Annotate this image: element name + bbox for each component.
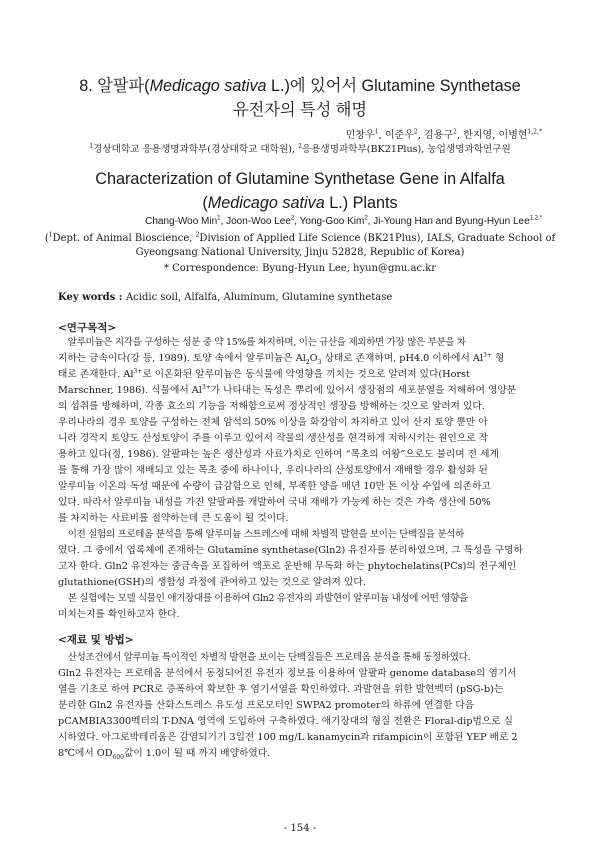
section-heading-purpose: <연구목적> xyxy=(58,322,117,334)
section-heading-methods: <재료 및 방법> xyxy=(58,634,134,646)
page-number: - 154 - xyxy=(283,823,317,834)
affiliation-korean: $^1$경상대학교 응용생명과학부(경상대학교 대학원), $^2$응용생명과학부(BK21Plus), 농업생명과학연구원 xyxy=(89,142,511,155)
keywords xyxy=(58,292,392,303)
species-name-italic: Medicago sativa xyxy=(149,77,267,95)
affiliation-english-line2: Gyeongsang National University, Jinju 52828, Republic of Korea) xyxy=(135,247,465,258)
correspondence: * Correspondence: Byung-Hyun Lee, hyun@gnu.ac.kr xyxy=(163,263,437,274)
keywords-label: Key words : xyxy=(58,292,126,303)
authors-english: Chang-Woo Min$^1$, Joon-Woo Lee$^2$, Yong-Goo Kim$^2$, Ji-Young Han and Byung-Hyun Lee$^{1,2,*}$ xyxy=(145,215,542,227)
authors-korean: 민창우$^1$, 이준우$^2$, 김용구$^2$, 한지영, 이병현$^{1,2,*}$ xyxy=(345,128,542,141)
methods-paragraphs: 산성조건에서 알루미늄 특이적인 차별적 발현을 보이는 단백질들은 프로테옴 분석을 통해 동정하였다. Gln2 유전자는 프로테옴 분석에서 동정되어진 유전자 정보를 이용하여 알팔파 genome database의 염기서 열을 기초로 하여 PCR로 증폭하여 확보한 후 염기서열을 확인하였다. 과발현을 위한 발현벡터 (pSG-b)는 분리한 Gln2 유전자를 산화스트레스 유도성 프로모터인 SWPA2 promoter의 하류에 연결한 다음 pCAMBIA3300벡터의 T-DNA 영역에 도입하여 구축하였다. 애기장대의 형질 전환은 Floral-dip법으로 실 시하였다. 아그로박테리움은 감염되기기 3일전 100 mg/L kanamycin과 rifampicin이 포함된 YEP 배로 2 8℃에서 $OD_{600}$값이 1.0이 될 때 까지 배양하였다. xyxy=(58,652,518,761)
affiliation-english-line1: ($^1$Dept. of Animal Bioscience, $^2$Division of Applied Life Science (BK21Plus), IALS, Graduate School of xyxy=(44,231,556,244)
title-english-line1: Characterization of Glutamine Synthetase Gene in Alfalfa xyxy=(95,170,505,188)
purpose-paragraphs: 알루미늄은 지각을 구성하는 성분 중 약 15%를 차지하며, 이는 규산을 제외하면 가장 많은 부분을 차 지하는 금속이다(강 등, 1989). 토양 속에서 알루미늄은 $Al_2O_3$ 상태로 존재하며, pH4.0 이하에서 $Al^{3+}$ 형 태로 존재한다. $Al^{3+}$로 이온화된 알루미늄은 동식물에 악영향을 끼치는 것으로 알려져 있다(Horst Marschner, 1986). 식물에서 $Al^{3+}$가 나타내는 독성은 뿌리에 있어서 생장점의 세포분열을 저해하여 영양분 의 섭취를 방해하며, 각종 효소의 기능을 저해함으로써 정상적인 생장을 방해하는 것으로 알려져 있다. 우리나라의 경우 토양을 구성하는 전체 암석의 50% 이상을 화강암이 차지하고 있어 산지 토양 뿐만 아 니라 경작지 토양도 산성토양이 주를 이루고 있어서 작물의 생산성을 현격하게 저하시키는 원인으로 작 용하고 있다(정, 1986). 알팔파는 높은 생산성과 사료가치로 인하여 “목초의 여왕”으로도 불리며 전 세계 를 통해 가장 많이 재배되고 있는 목초 중에 하나이나, 우리나라의 산성토양에서 재배할 경우 활성화 된 알루미늄 이온의 독성 때문에 수량이 급감함으로 인해, 부족한 양을 매년 10만 톤 이상 수입에 의존하고 있다. 따라서 알루미늄 내성을 가진 알팔파를 개발하여 국내 재배가 가능케 하는 것은 가축 생산에 50% 를 차지하는 사료비를 절약하는데 큰 도움이 될 것이다. 이전 실험의 프로테옴 분석을 통해 알루미늄 스트레스에 대해 차별적 발현을 보이는 단백질을 분석하 였다. 그 중에서 엽록체에 존재하는 Glutamine synthetase(Gln2) 유전자를 분리하였으며, 그 특성을 구명하 고자 한다. Gln2 유전자는 중금속을 포집하여 액포로 운반해 무독화 하는 phytochelatins(PCs)의 전구체인 glutathione(GSH)의 생합성 과정에 관여하고 있는 것으로 알려져 있다. 본 실험에는 모델 식물인 애기장대를 이용하여 Gln2 유전자의 과발현이 알루미늄 내성에 어떤 영향을 미치는지를 확인하고자 한다. xyxy=(58,337,523,620)
title-korean-line1: 8. 알팔파(Medicago sativa L.)에 있어서 Glutamine Synthetase xyxy=(79,77,521,95)
title-english-line2: (Medicago sativa L.) Plants xyxy=(202,194,398,212)
keywords-value: Acidic soil, Alfalfa, Aluminum, Glutamine synthetase xyxy=(125,292,393,303)
title-korean-line2: 유전자의 특성 해명 xyxy=(232,101,368,119)
